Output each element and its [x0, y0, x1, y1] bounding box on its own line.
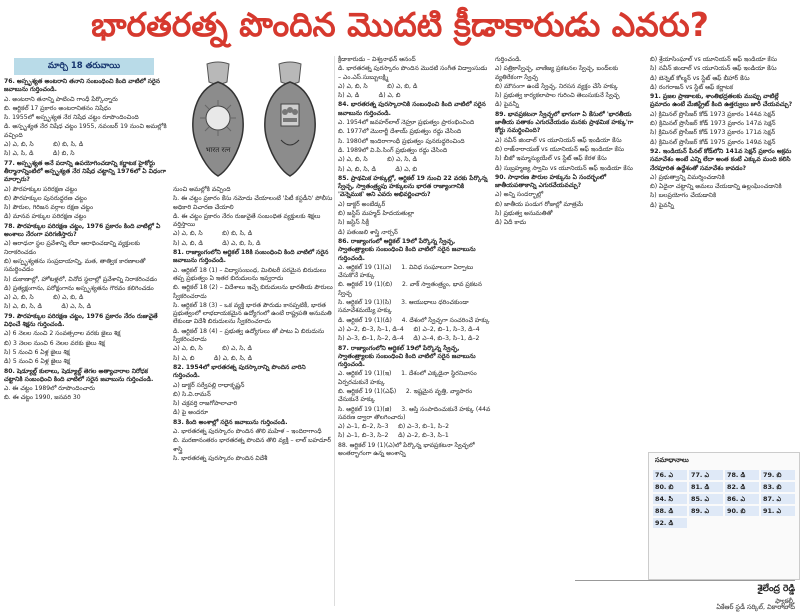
- option-text: డి) రంగరాజన్ vs స్టేట్ ఆఫ్ కర్ణాటక: [650, 83, 734, 91]
- option-text: సి) ఎ–1, బి–3, సి–2 డి) ఎ–2, బి–3, సి–1: [338, 432, 449, 440]
- column-4: [495, 56, 645, 604]
- author-name: శైలేంద్ర రెడ్డి: [757, 584, 795, 594]
- option-text: బి. ఈ చట్టం 1990, జనవరి 30: [4, 394, 81, 402]
- option-text: బి) అస్పృశ్యతను సంప్రదాయాన్ని, మత, తాత్విక కారణాలతో సమర్థించడం: [4, 257, 148, 274]
- signature-divider: [575, 580, 795, 581]
- option-text: సి) ప్రభుత్వ అనుమతితో: [495, 210, 553, 218]
- option-text: ఎ) క్రిమినల్ ప్రొసీజర్ కోడ్ 1973 ప్రకారం 144వ సెక్షన్: [650, 110, 776, 118]
- answers-grid: [653, 469, 795, 529]
- option-text: సి) దుకాణాల్లో, హోటళ్లలో, వినోద స్థలాల్లో ప్రవేశాన్ని నిరాకరించడం: [4, 275, 158, 283]
- option-text: బి) జాతీయ పండుగ రోజుల్లో మాత్రమే: [495, 200, 584, 208]
- answer-item: 81. డి: [689, 482, 723, 492]
- option-text: డి) పైవన్నీ: [650, 201, 674, 209]
- option-text: సి) పౌరుల, గిరిజన వర్గాల రక్షణ చట్టం: [4, 204, 94, 212]
- option-text: 88. ఆర్టికల్ 19 (1)(ఎ)లో పేర్కొన్న భావప్రకటనా స్వేచ్ఛలో అంతర్భాగంగా ఉన్న అంశాన్ని: [338, 441, 477, 458]
- option-text: ఎ) ఎ, బి, సి బి) బి, సి, డి: [173, 230, 253, 238]
- option-text: డి. ఆర్టికల్ 18 (4) – ప్రభుత్వ ఉద్యోగులు తో పాటు ఏ బిరుదును స్వీకరించరాదు: [173, 327, 327, 344]
- option-text: గుర్తించండి.: [495, 56, 522, 63]
- option-text: ఎ) ఆరాధనా స్థల ప్రవేశాన్ని లేదా ఆరాధించడాన్ని వ్యక్తులకు నిరాకరించడం: [4, 240, 142, 256]
- option-text: ఎ) 6 నెలల నుంచి 2 సంవత్సరాల వరకు జైలు శిక్ష: [4, 330, 121, 338]
- option-text: సి) నవీన్ జిందాల్ vs యూనియన్ ఆఫ్ ఇండియా కేసు: [650, 65, 777, 73]
- option-text: సి) బలప్రయోగం చేయడానికి: [650, 192, 717, 200]
- answer-item: 91. ఎ: [761, 506, 795, 516]
- option-text: ఎ) ఎ, బి, సి బి) ఎ, సి, డి: [338, 156, 417, 164]
- question-text: 92. ఇండియన్ పీనల్ కోడ్‌లోని 141వ సెక్షన్ ప్రకారం అక్రమ సమావేశం అంటే ఎన్ని లేదా అంత కంటే ఎక్కువ మంది కలిసి నేరపూరిత ఉద్దేశంతో సమావేశం కావడం?: [650, 147, 794, 172]
- option-text: డి. భారతరత్న పురస్కారం పొందిన మొదటి సంగీత విద్వాంసుడు – ఎం.ఎస్.సుబ్బులక్ష్మి: [338, 65, 490, 81]
- option-text: సి) ఎ, బి, సి, డి డి) ఎ, బి: [338, 165, 418, 173]
- option-text: బి) పౌరహక్కుల పునరుద్ధరణ చట్టం: [4, 194, 87, 202]
- option-text: సి) ఎ, సి, డి డి) బి, సి: [4, 150, 75, 158]
- option-text: డి) పైవన్నీ: [495, 101, 519, 109]
- option-text: ఎ) ఎ, బి, సి బి) ఎ, బి, డి: [338, 82, 418, 90]
- question-text: 79. పౌరహక్కుల పరిరక్షణ చట్టం, 1976 ప్రకారం నేరం రుజువైతే విధించే శిక్షను గుర్తించండి.: [4, 312, 160, 329]
- answer-item: 89. ఎ: [689, 506, 723, 516]
- answer-item: 88. డి: [653, 506, 687, 516]
- option-text: ఎ. అంటరాని తనాన్ని పాటించి గాంధీ పేర్కొన్నారు: [4, 95, 118, 103]
- option-text: డి) సుబ్రహ్మణ్య స్వామి vs యూనియన్ ఆఫ్ ఇండియా కేసు: [495, 164, 633, 172]
- option-text: సి) ఎ, బి, సి, డి డి) ఎ, సి, డి: [4, 303, 92, 311]
- column-divider: [334, 56, 335, 606]
- option-text: సి. 1955లో అస్పృశ్యత నేర నిషేధ చట్టం రూపొందించింది: [4, 114, 139, 122]
- option-text: డి) బెన్నెట్ కోల్మన్ vs స్టేట్ ఆఫ్ బీహార్ కేసు: [650, 74, 750, 82]
- option-text: ఎ) నవీన్ జిందాల్ vs యూనియన్ ఆఫ్ ఇండియా కేసు: [495, 136, 622, 144]
- answer-item: 87. ఎ: [761, 494, 795, 504]
- answers-heading: సమాధానాలు: [655, 456, 689, 464]
- option-text: డి. ఆర్టికల్ 19 (1)(డి) 4. దేశంలో స్వేచ్ఛగా సంచరించే హక్కు: [338, 316, 490, 324]
- question-text: 77. అస్పృశ్యత అనే పదాన్ని ఉపయోగించడాన్ని కర్ణాటక హైకోర్టు తీర్మానాన్నింటిలో అస్పృశ్యత నేర నిషేధ చట్టాన్ని 1976లో ఏ విధంగా మార్చారు?: [4, 159, 169, 184]
- answer-item: 92. డి: [653, 518, 687, 528]
- option-text: ఎ. ఆర్టికల్ 19 (1)(ఎ) 1. వివిధ సంఘాలుగా ఏర్పాటు చేసుకొనే హక్కు: [338, 263, 476, 280]
- column-2: [173, 56, 333, 604]
- option-text: బి. ఆర్టికల్ 19 (1)(ఎఫ్) 2. ఇష్టమైన వృత్తి, వ్యాపారం చేసుకునే హక్కు: [338, 387, 475, 404]
- option-text: డి) పతంజలి శాస్త్రి నార్సన్: [338, 228, 398, 236]
- option-text: ఎ) డాక్టర్ సర్వేపల్లి రాధాకృష్ణన్: [173, 381, 245, 389]
- question-text: 80. షెడ్యూల్డ్ కులాలు, షెడ్యూల్డ్ తెగల అత్యాచారాల నిరోధక చట్టానికి సంబంధించి కింది వాటిలో సరైన జవాబును గుర్తించండి.: [4, 367, 154, 383]
- answer-item: 78. డి: [725, 470, 759, 480]
- option-text: డి) పై అందరూ: [173, 409, 209, 417]
- option-text: బి. 1977లో మొరార్జీ దేశాయ్ ప్రభుత్వం రద్దు చేసింది: [338, 128, 462, 136]
- option-text: సి. 1980లో ఇందిరాగాంధీ ప్రభుత్వం పునరుద్ధరించింది: [338, 137, 465, 145]
- option-text: సి) క్రిమినల్ ప్రొసీజర్ కోడ్ 1973 ప్రకారం 171వ సెక్షన్: [650, 129, 776, 137]
- column-1: [4, 56, 168, 604]
- option-text: డి. ఈ చట్టం ప్రకారం నేరం రుజువైతే సంబంధిత వ్యక్తులకు శిక్షలు వర్తిస్తాయి: [173, 212, 323, 229]
- option-text: ఎ) పౌరహక్కుల పరిరక్షణ చట్టం: [4, 185, 78, 193]
- option-text: డి. అస్పృశ్యత నేర నిషేధ చట్టం 1955, నవంబర్ 19 నుంచి అమల్లోకి వచ్చింది: [4, 123, 169, 139]
- option-text: డి. 1989లో వి.పి.సింగ్ ప్రభుత్వం రద్దు చేసింది: [338, 146, 448, 154]
- answer-item: 85. ఎ: [689, 494, 723, 504]
- option-text: సి) చక్రవర్తి రాజగోపాలాచారి: [173, 400, 238, 408]
- question-text: 89. భావప్రకటనా స్వేచ్ఛలో భాగంగా ఏ కేసులో 'భారతీయ జాతీయ పతాకం ఎగురవేయడం మనకు ప్రాథమిక హక్కు'గా కోర్టు సమర్థించింది?: [495, 110, 636, 135]
- option-text: బి. ఆర్టికల్ 18 (2) – విదేశాలు ఇచ్చే బిరుదులను భారతీయ పౌరులు స్వీకరించరాదు: [173, 284, 333, 300]
- page-title: భారతరత్న పొందిన మొదటి క్రీడాకారుడు ఎవరు?: [91, 5, 709, 44]
- option-text: సి) 5 నుంచి 6 ఏళ్ల జైలు శిక్ష: [4, 348, 70, 356]
- option-text: సి) బీజో ఇమ్మాన్యుయేల్ vs స్టేట్ ఆఫ్ కేరళ కేసు: [495, 155, 607, 163]
- option-text: బి) శ్రేయాసింఘాల్ vs యూనియన్ ఆఫ్ ఇండియా కేసు: [650, 56, 777, 63]
- option-text: ఎ) అన్ని సందర్భాల్లో: [495, 191, 544, 199]
- option-text: బి) జస్టిస్ మహ్మద్ హిదయతుల్లా: [338, 210, 415, 218]
- question-text: 78. పౌరహక్కుల పరిరక్షణ చట్టం, 1976 ప్రకారం కింది వాటిల్లో ఏ అంశాలు నేరంగా పరిగణిస్తారు?: [4, 222, 163, 239]
- option-text: డి) ప్రత్యక్షంగాను, పరోక్షంగాను అస్పృశ్యతను గౌరవం కలిగించడం: [4, 284, 154, 292]
- medal-inscription: भारत रत्न: [205, 146, 231, 154]
- answer-item: 86. ఎ: [725, 494, 759, 504]
- continuation-tag: మార్చి 18 తరువాయి: [14, 58, 154, 75]
- option-text: సి) ఎ, బి డి) ఎ, బి, సి, డి: [173, 354, 253, 362]
- answer-item: 83. బి: [761, 482, 795, 492]
- answer-item: 90. బి: [725, 506, 759, 516]
- option-text: క్రీడాకారుడు – విశ్వనాథన్ ఆనంద్: [338, 56, 416, 63]
- answer-item: 77. ఎ: [689, 470, 723, 480]
- question-text: 85. ప్రాథమిక హక్కుల్లో, ఆర్టికల్ 19 నుంచి 22 వరకు పేర్కొన్న స్వేచ్ఛ, స్వాతంత్ర్యపు హక్కులను భారత రాజ్యాంగానికి 'వెన్నెముక' అని ఎవరు అభివర్ణించారు?: [338, 174, 490, 199]
- option-text: ఎ) ఎ–2, బి–3, సి–1, డి–4 బి) ఎ–2, బి–1, సి–3, డి–4: [338, 325, 480, 333]
- option-text: బి) 3 నెలల నుంచి 6 నెలల వరకు జైలు శిక్ష: [4, 339, 105, 347]
- column-3: [338, 56, 491, 604]
- question-text: 91. ప్రజల ప్రాణాలకు, శాంతిభద్రతలకు ముప్పు వాటిల్లే ప్రమాదం ఉంటే మేజిస్ట్రేట్ కింది ఉత్తర్వులు జారీ చేయవచ్చు?: [650, 93, 793, 109]
- option-text: ఎ. ఆర్టికల్ 18 (1) – విద్యాసంబంధ, మిలిటరీ పరమైన బిరుదులు తప్ప ప్రభుత్వం ఏ ఇతర బిరుదులను ఇవ్వరాదు: [173, 266, 329, 282]
- option-text: డి) ఏదీ కాదు: [495, 219, 527, 227]
- option-text: ఎ) పత్రికాస్వేచ్ఛ, వాణిజ్య ప్రకటనల స్వేచ్ఛ, బంద్‌లకు వ్యతిరేకంగా స్వేచ్ఛ: [495, 65, 621, 81]
- answer-item: 76. ఎ: [653, 470, 687, 480]
- option-text: ఎ) ప్రభుత్వాన్ని విమర్శించడానికి: [650, 173, 725, 181]
- question-text: 84. భారతరత్న పురస్కారానికి సంబంధించి కింది వాటిలో సరైన జవాబును గుర్తించండి.: [338, 101, 488, 117]
- option-text: ఎ) ఎ, బి, సి బి) ఎ, సి, డి: [173, 345, 252, 353]
- question-text: 83. కింది అంశాల్లో సరైన జవాబును గుర్తించండి.: [173, 418, 288, 426]
- option-text: బి) సి.వి.రామన్: [173, 390, 211, 398]
- option-text: సి. ఆర్టికల్ 19 (1)(జి) 3. ఆస్తి సంపాదించుకునే హక్కు (44వ సవరణ ద్వారా తొలగించారు): [338, 405, 493, 421]
- question-text: 81. రాజ్యాంగంలోని ఆర్టికల్ 18కి సంబంధించి కింది వాటిలో సరైన జవాబును గుర్తించండి.: [173, 249, 331, 265]
- author-role: ఫ్యాకల్టీ,: [775, 597, 795, 605]
- option-text: సి) ప్రభుత్వ కార్యకలాపాల గురించి తెలుసుకునే స్వేచ్ఛ: [495, 92, 620, 100]
- option-text: ఎ. ఆర్టికల్ 19 (1)(ఇ) 1. దేశంలో ఎక్కడైనా స్థిరనివాసం ఏర్పరచుకునే హక్కు: [338, 370, 479, 386]
- answers-box: [648, 452, 800, 580]
- option-text: సి) ఎ, డి డి) ఎ, బి: [338, 92, 401, 100]
- option-text: సి. ఆర్టికల్ 18 (3) – ఒక వ్యక్తి భారత పౌరుడు కానప్పటికీ, భారత ప్రభుత్వంలో లాభదాయకమైన ఉద్యోగంలో ఉంటే రాష్ట్రపతి అనుమతి లేకుండా విదేశీ బిరుదులను స్వీకరించరాదు: [173, 301, 334, 326]
- option-text: సి) ఎ–3, బి–1, సి–2, డి–4 డి) ఎ–4, బి–3, సి–1, డి–2: [338, 335, 480, 343]
- option-text: బి. ఆర్టికల్ 19 (1)(బి) 2. వాక్ స్వాతంత్ర్యం, భావ ప్రకటన స్వేచ్ఛ: [338, 281, 484, 297]
- option-text: బి) ఏదైనా చట్టాన్ని అమలు చేయడాన్ని ఉల్లంఘించడానికి: [650, 183, 782, 191]
- option-text: డి) క్రిమినల్ ప్రొసీజర్ కోడ్ 1975 ప్రకారం 149వ సెక్షన్: [650, 138, 776, 146]
- question-text: 86. రాజ్యాంగంలో ఆర్టికల్ 19లో పేర్కొన్న స్వేచ్ఛ, స్వాతంత్ర్యాలకు సంబంధించి కింది వాటిలో సరైన జవాబును గుర్తించండి.: [338, 237, 478, 262]
- option-text: బి) రాజ్‌నారాయణ్ vs యూనియన్ ఆఫ్ ఇండియా కేసు: [495, 145, 625, 153]
- author-organization: ఏకేఆర్ స్టడీ సర్కిల్, వికారాబాద్: [716, 603, 795, 611]
- option-text: సి. భారతరత్న పురస్కారం పొందిన విదేశీ: [173, 454, 268, 462]
- answer-item: 80. బి: [653, 482, 687, 492]
- question-text: 76. అస్పృశ్యత అంటరాని తనాని సంబంధించి కింది వాటిలో సరైన జవాబును గుర్తించండి.: [4, 78, 163, 94]
- option-text: బి) మౌనంగా ఉండే స్వేచ్ఛ, నిరసన వ్యక్తం చేసే హక్కు: [495, 82, 618, 90]
- option-text: డి) 5 నుంచి 6 ఏళ్ల జైలు శిక్ష: [4, 358, 71, 366]
- question-text: 87. రాజ్యాంగంలోని ఆర్టికల్ 19లో పేర్కొన్న స్వేచ్ఛ, స్వాతంత్ర్యాలకు సంబంధించి కింది వాటిలో సరైన జవాబును గుర్తించండి.: [338, 344, 478, 369]
- option-text: ఎ) ఎ, బి, సి బి) బి, సి, డి: [4, 141, 84, 149]
- option-text: సి. ఈ చట్టం ప్రకారం కేసు నమోదు చేయాలంటే 'పిటీ కస్టడీని' పోలీసు అధికారి విచారణ చేయాలి: [173, 195, 333, 211]
- option-text: బి. ఆర్టికల్ 17 ప్రకారం అంటరానితనం నిషేధం: [4, 104, 111, 112]
- option-text: డి) మానవ హక్కుల పరిరక్షణ చట్టం: [4, 213, 87, 221]
- option-text: ఎ. 1954లో జవహర్‌లాల్ నెహ్రూ ప్రభుత్వం ప్రారంభించింది: [338, 119, 475, 127]
- option-text: బి) క్రిమినల్ ప్రొసీజర్ కోడ్ 1973 ప్రకారం 147వ సెక్షన్: [650, 120, 776, 128]
- question-text: 90. సాధారణ పౌరుల హక్కును ఏ సందర్భంలో జాతీయపతాకాన్ని ఎగురవేయవచ్చు?: [495, 173, 609, 190]
- question-text: 82. 1954లో భారతరత్న పురస్కారాన్ని పొందిన వారిని గుర్తించండి.: [173, 363, 308, 380]
- option-text: ఎ) ఎ, బి, సి బి) ఎ, బి, డి: [4, 294, 84, 302]
- answer-item: 79. బి: [761, 470, 795, 480]
- option-text: ఎ. ఈ చట్టం 1989లో రూపొందించారు: [4, 385, 96, 393]
- option-text: నుంచి అమల్లోకి వచ్చింది: [173, 186, 231, 193]
- option-text: సి) జస్టిస్ సిక్రీ: [338, 219, 369, 227]
- answer-item: 82. డి: [725, 482, 759, 492]
- option-text: బి. మరణానంతరం భారతరత్న పొందిన తొలి వ్యక్తి – లాల్ బహదూర్ శాస్త్రి: [173, 437, 333, 453]
- answer-item: 84. సి: [653, 494, 687, 504]
- option-text: ఎ. భారతరత్న పురస్కారం పొందిన తొలి మహిళ – ఇందిరాగాంధీ: [173, 428, 322, 436]
- option-text: ఎ) ఎ–1, బి–2, సి–3 బి) ఎ–3, బి–1, సి–2: [338, 423, 450, 431]
- option-text: సి) ఎ, బి, డి డి) ఎ, బి, సి, డి: [173, 239, 261, 247]
- option-text: సి. ఆర్టికల్ 19 (1)(సి) 3. ఆయుధాలు ధరించకుండా సమావేశమయ్యే హక్కు: [338, 299, 471, 315]
- option-text: ఎ) డాక్టర్ అంబేడ్కర్: [338, 200, 386, 208]
